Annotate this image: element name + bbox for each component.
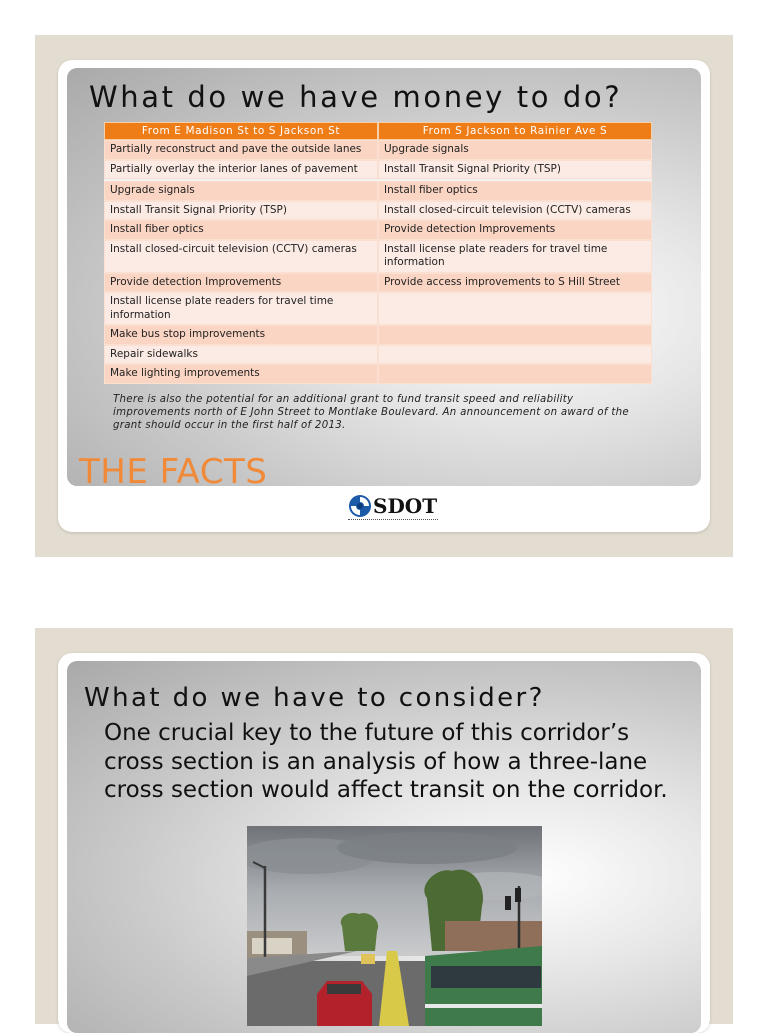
slide-card-1 xyxy=(58,60,710,532)
table-row xyxy=(104,325,652,345)
table-row xyxy=(104,292,652,325)
street-photo xyxy=(247,826,542,1026)
street-scene-image xyxy=(247,826,542,1026)
table-cell xyxy=(378,364,652,384)
table-cell xyxy=(378,292,652,325)
sdot-logo xyxy=(348,494,438,528)
slide-content-2 xyxy=(67,661,701,1033)
table-cell: Provide detection Improvements xyxy=(378,220,652,240)
table-row xyxy=(104,181,652,201)
table-cell: Install license plate readers for travel time information xyxy=(104,292,378,325)
table-cell: Install license plate readers for travel time information xyxy=(378,240,652,273)
paragraph-line: cross section would affect transit on the corridor. xyxy=(104,777,668,803)
table-cell xyxy=(378,345,652,365)
table-cell: Install Transit Signal Priority (TSP) xyxy=(378,160,652,180)
table-header-row xyxy=(104,122,652,140)
table-cell: Make bus stop improvements xyxy=(104,325,378,345)
table-cell: Install Transit Signal Priority (TSP) xyxy=(104,201,378,221)
section-label: THE FACTS xyxy=(79,452,268,486)
table-cell xyxy=(378,325,652,345)
table-header: From S Jackson to Rainier Ave S xyxy=(378,122,652,140)
table-row xyxy=(104,240,652,273)
paragraph-line: One crucial key to the future of this corridor’s xyxy=(104,720,630,746)
slide-content-1 xyxy=(67,68,701,486)
table-row xyxy=(104,364,652,384)
table-row xyxy=(104,345,652,365)
slide-title: What do we have money to do? xyxy=(89,80,623,114)
table-cell: Partially reconstruct and pave the outside lanes xyxy=(104,140,378,160)
grant-note: There is also the potential for an additional grant to fund transit speed and reliability improvements north of E John Street to Montlake Boulevard. An announcement on award of the grant should occur in the first half of 2013. xyxy=(113,394,629,431)
table-cell: Partially overlay the interior lanes of pavement xyxy=(104,160,378,180)
table-cell: Upgrade signals xyxy=(104,181,378,201)
table-cell: Install fiber optics xyxy=(378,181,652,201)
slide-frame-1 xyxy=(35,35,733,557)
table-row xyxy=(104,273,652,293)
table-cell: Install fiber optics xyxy=(104,220,378,240)
slide-paragraph xyxy=(104,719,701,805)
slide-title: What do we have to consider? xyxy=(84,683,545,713)
table-row xyxy=(104,201,652,221)
slide-frame-2 xyxy=(35,628,733,1024)
sdot-emblem-icon xyxy=(348,494,372,518)
table-cell: Install closed-circuit television (CCTV) cameras xyxy=(104,240,378,273)
table-cell: Repair sidewalks xyxy=(104,345,378,365)
table-header: From E Madison St to S Jackson St xyxy=(104,122,378,140)
table-row xyxy=(104,220,652,240)
table-row xyxy=(104,160,652,180)
table-cell: Install closed-circuit television (CCTV) cameras xyxy=(378,201,652,221)
logo-wordmark: SDOT xyxy=(373,494,438,518)
table-row xyxy=(104,140,652,160)
table-cell: Provide access improvements to S Hill Street xyxy=(378,273,652,293)
table-cell: Make lighting improvements xyxy=(104,364,378,384)
table-cell: Provide detection Improvements xyxy=(104,273,378,293)
table-cell: Upgrade signals xyxy=(378,140,652,160)
funding-table xyxy=(104,122,652,384)
slide-card-2 xyxy=(58,653,710,1033)
logo-subtitle-rule xyxy=(348,519,438,523)
paragraph-line: cross section is an analysis of how a three-lane xyxy=(104,748,648,775)
